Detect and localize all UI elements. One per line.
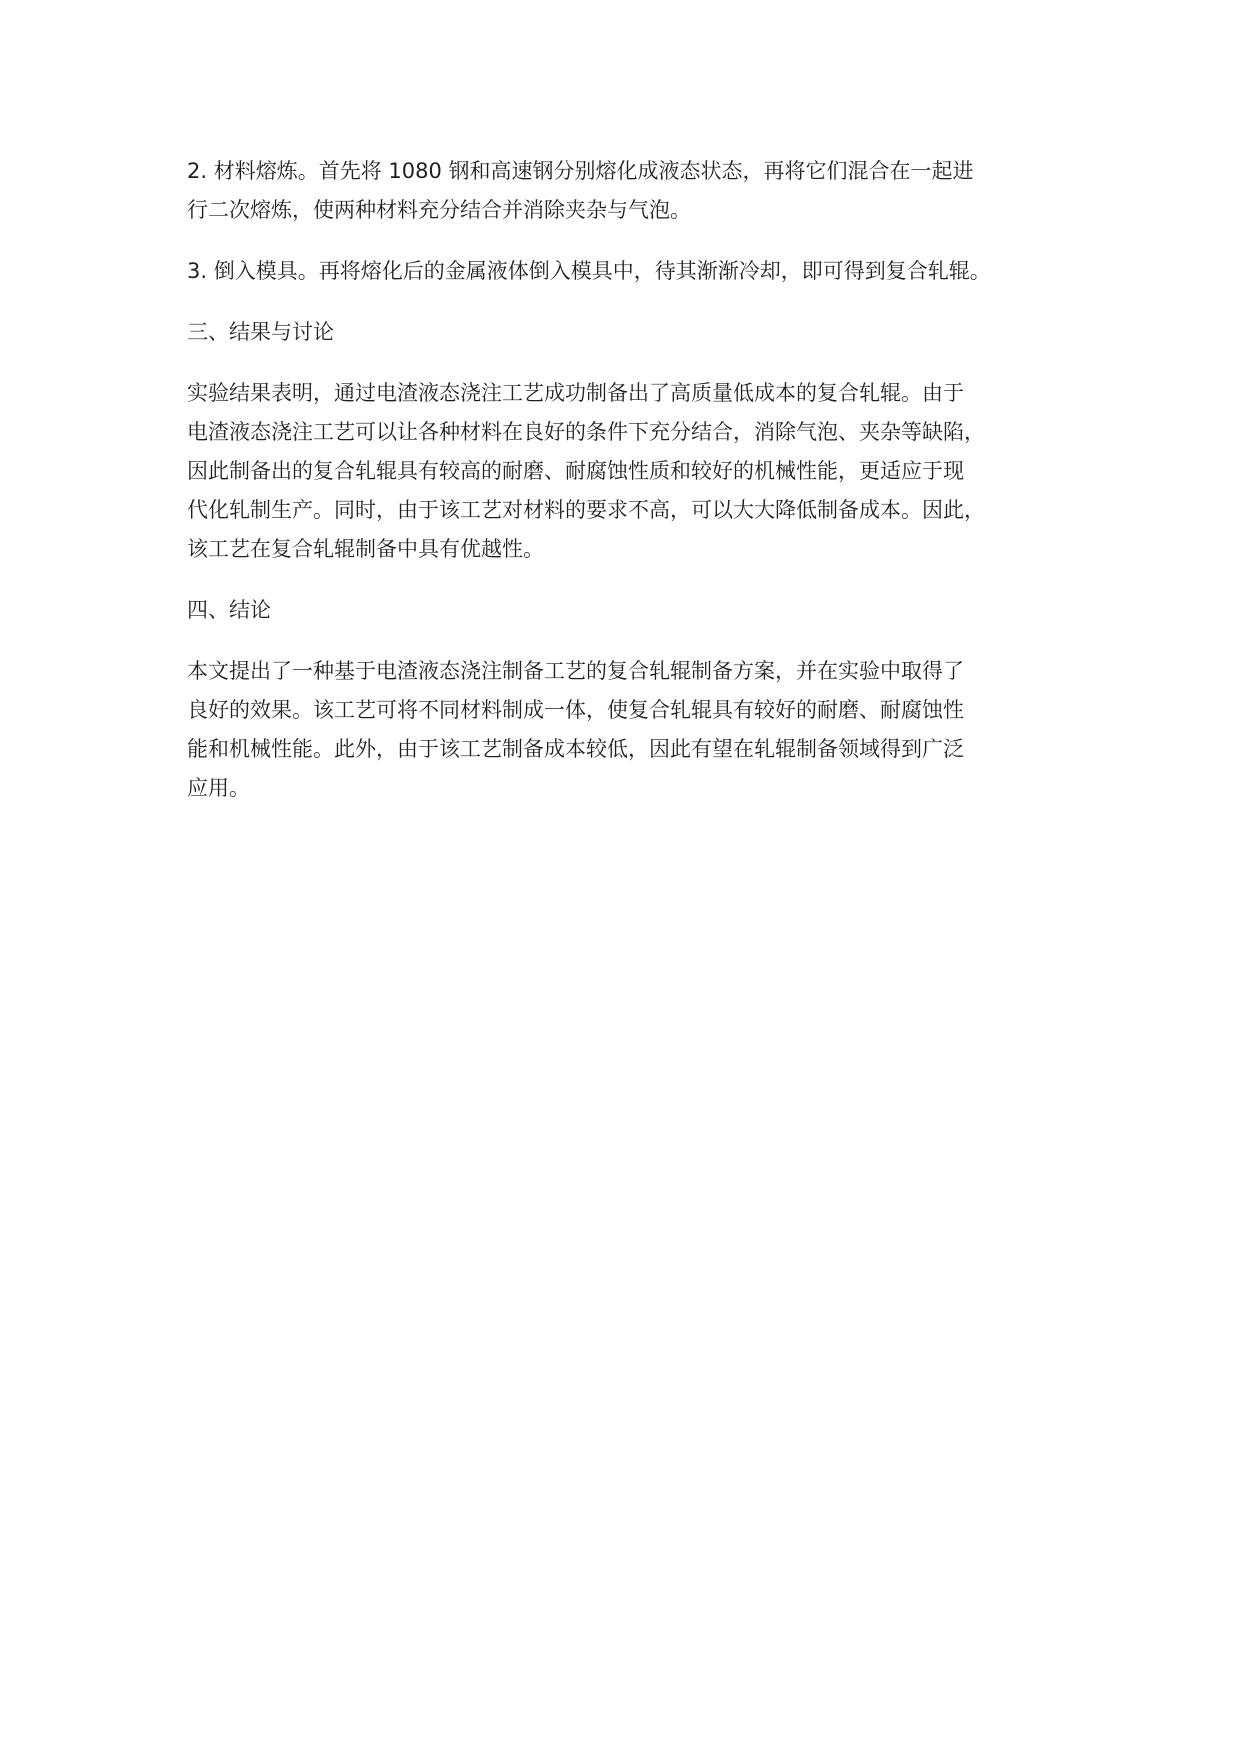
section-heading-results [187,313,1077,352]
heading-text: 三、结果与讨论 [187,320,334,344]
text-line: 实验结果表明，通过电渣液态浇注工艺成功制备出了高质量低成本的复合轧辊。由于 [187,381,964,405]
text-line: 代化轧制生产。同时，由于该工艺对材料的要求不高，可以大大降低制备成本。因此， [187,498,985,522]
text-line: 因此制备出的复合轧辊具有较高的耐磨、耐腐蚀性质和较好的机械性能，更适应于现 [187,459,964,483]
text-line: 应用。 [187,776,250,800]
results-paragraph [187,374,1077,569]
text-line: 3. 倒入模具。再将熔化后的金属液体倒入模具中，待其渐渐冷却，即可得到复合轧辊。 [187,259,991,283]
section-heading-conclusion [187,591,1077,630]
document-body [187,152,1077,830]
heading-text: 四、结论 [187,598,271,622]
step-2-paragraph [187,152,1077,230]
text-line: 电渣液态浇注工艺可以让各种材料在良好的条件下充分结合，消除气泡、夹杂等缺陷， [187,420,985,444]
text-line: 能和机械性能。此外，由于该工艺制备成本较低，因此有望在轧辊制备领域得到广泛 [187,737,964,761]
conclusion-paragraph [187,652,1077,808]
text-line: 本文提出了一种基于电渣液态浇注制备工艺的复合轧辊制备方案，并在实验中取得了 [187,659,964,683]
text-line: 良好的效果。该工艺可将不同材料制成一体，使复合轧辊具有较好的耐磨、耐腐蚀性 [187,698,964,722]
text-line: 行二次熔炼，使两种材料充分结合并消除夹杂与气泡。 [187,198,691,222]
step-3-paragraph [187,252,1077,291]
text-line: 该工艺在复合轧辊制备中具有优越性。 [187,537,544,561]
text-line: 2. 材料熔炼。首先将 1080 钢和高速钢分别熔化成液态状态，再将它们混合在一起进 [187,159,974,183]
